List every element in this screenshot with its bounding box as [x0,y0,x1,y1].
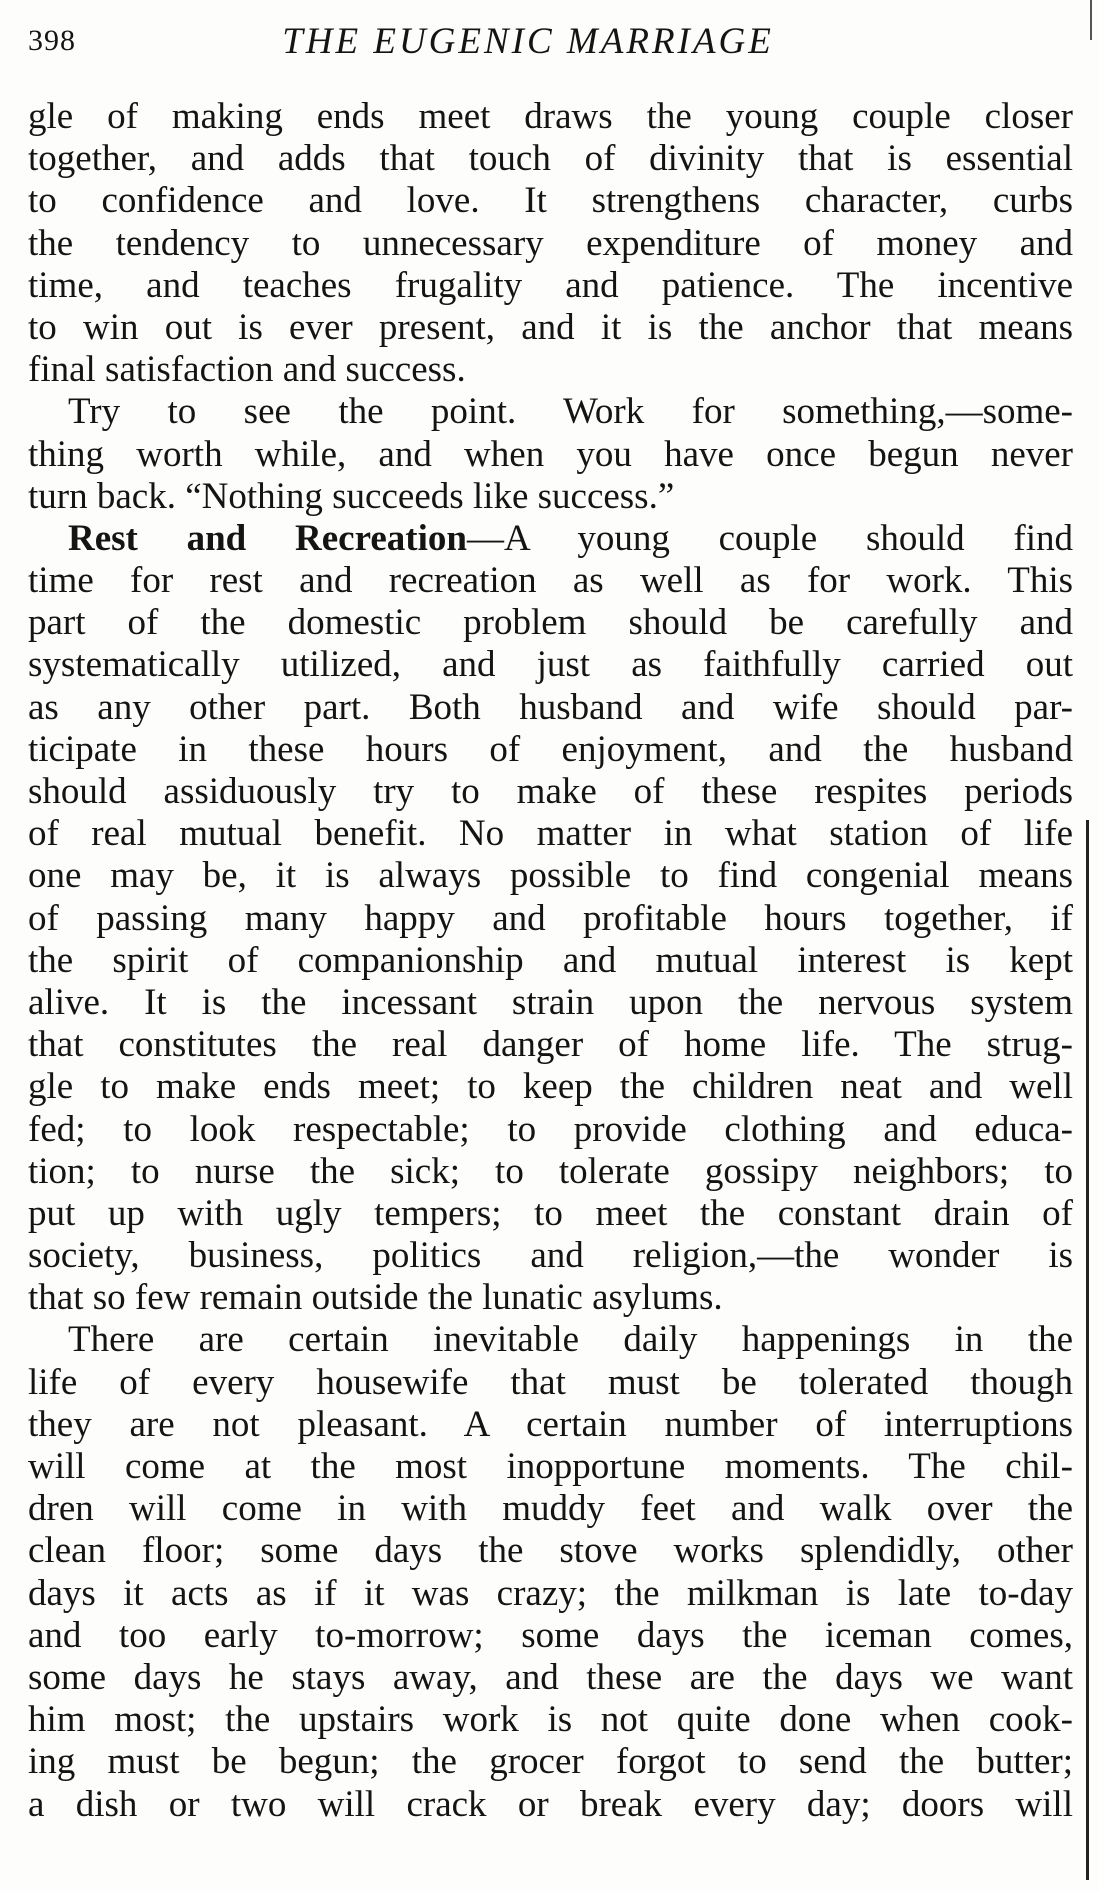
page-edge-mark [1090,0,1092,40]
text-line: There are certain inevitable daily happenings in the [68,1319,1073,1361]
text-line [28,518,1073,560]
paragraph-4 [28,1319,1073,1825]
text-line: time for rest and recreation as well as for work. This [28,560,1073,602]
text-line: one may be, it is always possible to find congenial means [28,855,1073,897]
text-line: should assiduously try to make of these respites periods [28,771,1073,812]
text-line: part of the domestic problem should be carefully and [28,602,1073,644]
text-line: some days he stays away, and these are the days we want [28,1656,1073,1698]
text-line: tion; to nurse the sick; to tolerate gossipy neighbors; to [28,1150,1073,1192]
text-line: final satisfaction and success. [28,349,466,391]
paragraph-1 [28,96,1073,391]
text-line: systematically utilized, and just as faithfully carried out [28,644,1073,686]
heading-line-rest: —A young couple should find [466,517,1073,559]
running-title: THE EUGENIC MARRIAGE [282,21,774,62]
text-line: to confidence and love. It strengthens character, curbs [28,180,1073,222]
text-line: turn back. “Nothing succeeds like success.” [28,475,675,517]
text-line: to win out is ever present, and it is the anchor that means [28,306,1073,348]
text-line: they are not pleasant. A certain number of interruptions [28,1403,1073,1445]
text-line: clean floor; some days the stove works splendidly, other [28,1530,1073,1572]
text-line: as any other part. Both husband and wife should par- [28,686,1073,728]
text-line: ticipate in these hours of enjoyment, and the husband [28,728,1073,770]
text-line: of real mutual benefit. No matter in what station of life [28,813,1073,855]
text-line: Try to see the point. Work for something,—some- [68,391,1073,433]
paragraph-2 [28,391,1073,518]
text-line: the spirit of companionship and mutual interest is kept [28,939,1073,981]
text-line: will come at the most inopportune moments. The chil- [28,1446,1073,1487]
text-line: time, and teaches frugality and patience. The incentive [28,264,1073,306]
text-line: life of every housewife that must be tolerated though [28,1361,1073,1403]
text-line: together, and adds that touch of divinity that is essential [28,138,1073,180]
text-line: put up with ugly tempers; to meet the constant drain of [28,1192,1073,1234]
text-line: a dish or two will crack or break every day; doors will [28,1783,1073,1825]
text-line: alive. It is the incessant strain upon the nervous system [28,981,1073,1023]
page-number: 398 [28,24,76,57]
text-line: ing must be begun; the grocer forgot to send the butter; [28,1741,1073,1783]
text-line: that constitutes the real danger of home life. The strug- [28,1024,1073,1066]
text-line: gle of making ends meet draws the young couple closer [28,96,1073,137]
text-line: society, business, politics and religion,—the wonder is [28,1235,1073,1277]
text-line: him most; the upstairs work is not quite done when cook- [28,1699,1073,1741]
text-line: gle to make ends meet; to keep the children neat and well [28,1066,1073,1108]
text-line: thing worth while, and when you have once begun never [28,433,1073,475]
section-heading: Rest and Recreation [68,517,467,559]
text-line: of passing many happy and profitable hours together, if [28,897,1073,939]
paragraph-rest-and-recreation [28,518,1073,1320]
body-text [28,96,1073,1826]
page-edge-rule [1086,820,1089,1880]
text-line: that so few remain outside the lunatic asylums. [28,1277,723,1319]
text-line: days it acts as if it was crazy; the milkman is late to-day [28,1572,1073,1614]
running-header [28,16,1068,68]
text-line: and too early to-morrow; some days the iceman comes, [28,1614,1073,1656]
text-line: fed; to look respectable; to provide clothing and educa- [28,1108,1073,1150]
text-line: dren will come in with muddy feet and walk over the [28,1488,1073,1530]
text-line: the tendency to unnecessary expenditure of money and [28,222,1073,264]
